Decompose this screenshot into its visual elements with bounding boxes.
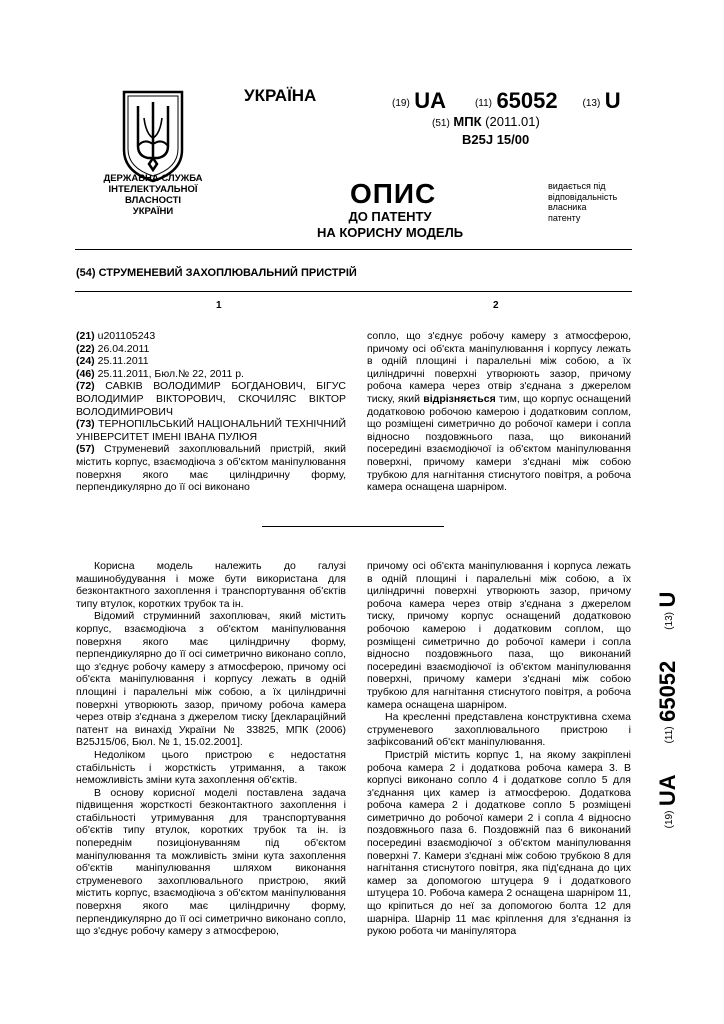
agency-line: ДЕРЖАВНА СЛУЖБА	[103, 173, 203, 184]
country-name: УКРАЇНА	[244, 86, 317, 105]
bibliographic-data	[76, 330, 346, 494]
code-51: (51)	[432, 118, 450, 129]
claim-continuation	[367, 330, 631, 494]
side-code-11: (11)	[664, 726, 675, 744]
paragraph: причому осі об'єкта маніпулювання і корпуса лежать в одній площині і паралельні між собою, а їх циліндричні поверхні утворюють зазор, причому робоча камера через отвір з'єднана з джерелом тиску, причому корпус оснащений додатковою робочою камерою і додатковим соплом, що розміщені симетрично до робочої камери і сопла відносно поздовжнього паза, що виконаний посередині взаємодіючої із об'єктом маніпулювання поверхні, причому камери з'єднані між собою трубкою для нагнітання стиснутого повітря, а робоча камера оснащена шарніром.	[367, 560, 631, 711]
document-subtitle	[250, 209, 530, 241]
side-country-code: UA	[655, 774, 680, 807]
section-separator	[262, 526, 444, 527]
note-line: відповідальність	[548, 191, 618, 202]
divider-title	[75, 291, 632, 292]
side-kind-code: U	[655, 591, 680, 608]
note-line: видається під	[548, 181, 606, 191]
paragraph: В основу корисної моделі поставлена задача підвищення жорсткості безконтактного захоплення і стабільності утримування для транспортування об'єктів типу втулок, коротких трубок та ін. із попереднім позиціонуванням під об'єктом маніпулювання та можливість зміни кута захоплення об'єктів маніпулювання шляхом виконання струменевого захоплювального пристрою, який містить корпус, взаємодіюча з об'єктом маніпулювання поверхня якого має циліндричну форму, перпендикулярно до її осі симетрично виконано сопло, що з'єднує робочу камеру з атмосферою,	[76, 786, 346, 938]
code-57: (57)	[76, 443, 95, 456]
code-21: (21)	[76, 330, 95, 342]
claim-start: Струменевий захоплювальний пристрій, який містить корпус, взаємодіюча з об'єктом маніпулювання поверхня якого має циліндричну форму, перпендикулярно до її осі виконано	[76, 443, 346, 494]
side-code-13: (13)	[664, 612, 675, 630]
paragraph: На кресленні представлена конструктивна схема струменевого захоплювального пристрою і зафіксований об'єкт маніпулювання.	[367, 711, 631, 749]
paragraph: Пристрій містить корпус 1, на якому закріплені робоча камера 2 і додаткова робоча камера 3. В корпусі виконано сопло 4 і додаткове сопло 5 для з'єднання цих камер із атмосферою. Додаткова робоча камера 2 і додаткове сопло 5 розміщені симетрично до робочої камери 2 і сопла 4 відносно поздовжнього паза 6. Поздовжній паз 6 виконаний посередині взаємодіючої з об'єктом маніпулювання поверхні 7. Камери з'єднані між собою трубкою 8 для нагнітання стиснутого повітря, яка під'єднана до цих камер за допомогою штуцера 9 і додаткового штуцера 10. Робоча камера 2 оснащена шарніром 11, що кріпиться до неї за допомогою болта 12 для шарніра. Шарнір 11 має кріплення для з'єднання із рукою робота чи маніпулятора	[367, 748, 631, 938]
code-13: (13)	[582, 98, 601, 109]
kind-code: U	[604, 88, 621, 113]
code-46: (46)	[76, 367, 95, 380]
code-22: (22)	[76, 342, 95, 355]
agency-name	[88, 173, 218, 217]
application-number: u201105243	[94, 330, 156, 342]
code-19: (19)	[392, 98, 410, 109]
paragraph: Корисна модель належить до галузі машинобудування і може бути використана для безконтактного захоплення і транспортування об'єктів типу втулок, коротких трубок та ін.	[76, 560, 346, 610]
country-code: UA	[414, 88, 447, 113]
filing-date: 26.04.2011	[94, 342, 150, 355]
claim-emphasis: відрізняється	[423, 392, 496, 405]
column-number-1: 1	[216, 300, 222, 311]
side-publication-number	[648, 585, 688, 835]
ipc-label: МПК	[453, 114, 482, 129]
code-11: (11)	[474, 98, 492, 109]
paragraph: Недоліком цього пристрою є недостатня стабільність і жорсткість утримання, а також неможливість зміни кута захоплення об'єктів.	[76, 748, 346, 787]
ipc-class: B25J 15/00	[462, 132, 530, 147]
description-column-right	[367, 560, 631, 938]
note-line: власника	[548, 202, 587, 212]
agency-line: ІНТЕЛЕКТУАЛЬНОЇ	[108, 184, 198, 195]
agency-line: ВЛАСНОСТІ	[124, 195, 182, 206]
agency-line: УКРАЇНИ	[132, 206, 174, 217]
publication-number	[392, 88, 632, 114]
ipc-edition: (2011.01)	[485, 114, 540, 129]
invention-title: (54) СТРУМЕНЕВИЙ ЗАХОПЛЮВАЛЬНИЙ ПРИСТРІЙ	[76, 267, 357, 279]
claim-text: сопло, що з'єднує робочу камеру з атмосферою, причому осі об'єкта маніпулювання і корпусу лежать в одній площині і паралельні між собою, а їх циліндричні поверхні утворюють зазор, причому робоча камера через отвір з'єднана з джерелом тиску, який	[367, 330, 631, 405]
document-title: ОПИС	[350, 178, 437, 209]
description-column-left	[76, 560, 346, 938]
code-73: (73)	[76, 418, 95, 431]
subtitle-line-1: ДО ПАТЕНТУ	[348, 209, 432, 224]
code-72: (72)	[76, 380, 95, 393]
paragraph: Відомий струминний захоплювач, який містить корпус, взаємодіюча з об'єктом маніпулювання поверхня якого має циліндричну форму, перпендикулярно до її осі симетрично виконано сопло, що з'єднує робочу камеру з атмосферою, причому осі об'єкта маніпулювання і корпусу лежать в одній площині і паралельні між собою, а їх циліндричні поверхні утворюють зазор, причому робоча камера через отвір з'єднана з джерелом тиску [деклараційний патент на винахід України № 33825, МПК (2006) B25J15/06, Бюл. № 1, 15.02.2001].	[76, 610, 346, 749]
side-code-19: (19)	[664, 810, 675, 829]
owner: ТЕРНОПІЛЬСЬКИЙ НАЦІОНАЛЬНИЙ ТЕХНІЧНИЙ УНІВЕРСИТЕТ ІМЕНІ ІВАНА ПУЛЮЯ	[76, 418, 346, 443]
effective-date: 25.11.2011	[94, 355, 149, 368]
patent-number: 65052	[496, 88, 558, 113]
trident-emblem-icon	[120, 88, 186, 184]
publication-date: 25.11.2011, Бюл.№ 22, 2011 р.	[94, 367, 244, 380]
inventors: САВКІВ ВОЛОДИМИР БОГДАНОВИЧ, БІГУС ВОЛОДИМИР ВІКТОРОВИЧ, СКОЧИЛЯС ВІКТОР ВОЛОДИМИРОВИЧ	[76, 380, 346, 418]
subtitle-line-2: НА КОРИСНУ МОДЕЛЬ	[316, 225, 464, 240]
ipc-classification	[432, 114, 540, 148]
divider-top	[75, 249, 632, 250]
code-24: (24)	[76, 355, 95, 368]
column-number-2: 2	[493, 300, 499, 311]
side-patent-number: 65052	[655, 660, 680, 722]
note-line: патенту	[548, 212, 581, 223]
issued-note	[548, 181, 617, 223]
claim-text-end: тим, що корпус оснащений додатковою робочою камерою і додатковим соплом, що розміщені симетрично до робочої камери і сопла відносно поздовжнього паза, що виконаний посередині взаємодіючої із об'єктом маніпулювання поверхні, причому камери з'єднані між собою трубкою для нагнітання стиснутого повітря, а робоча камера оснащена шарніром.	[367, 392, 631, 494]
